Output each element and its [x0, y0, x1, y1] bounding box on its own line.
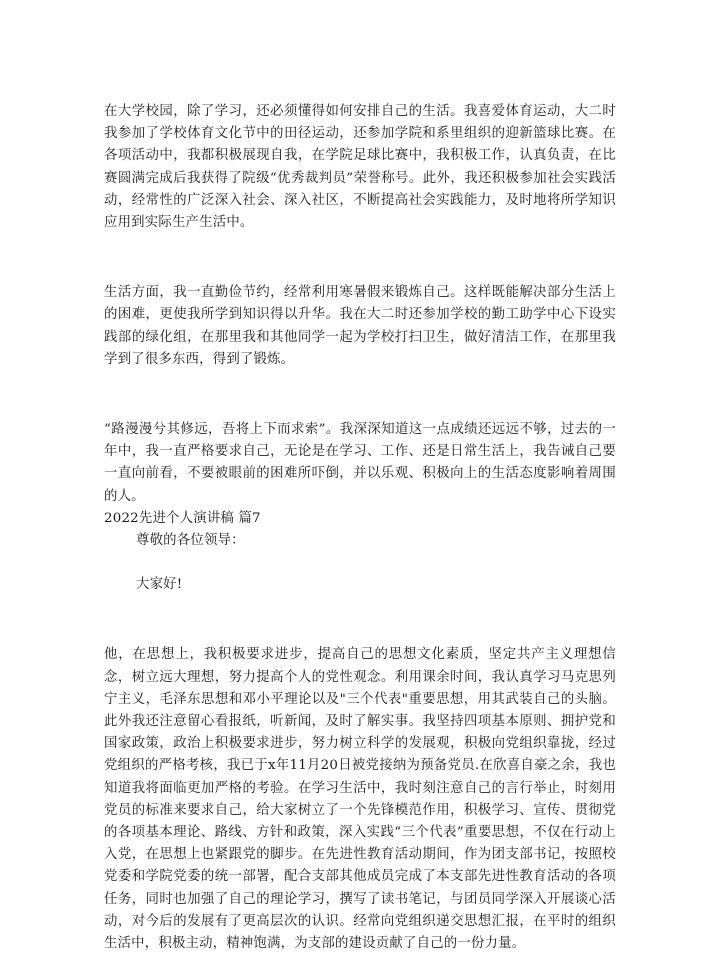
- paragraph-gap: [104, 552, 616, 574]
- salutation: 尊敬的各位领导：: [136, 533, 245, 549]
- paragraph-gap: [104, 596, 616, 644]
- paragraph-gap: [104, 371, 616, 419]
- paragraph-ideology: 他，在思想上，我积极要求进步，提高自己的思想文化素质，坚定共产主义理想信念，树立远大理想，努力提高个人的党性观念。利用课余时间，我认真学习马克思列宁主义，毛泽东思想和邓小平理论以及"三个代表"重要思想，用其武装自己的头脑。此外我还注意留心看报纸，听新闻，及时了解实事。我坚持四项基本原则、拥护党和国家政策，政治上积极要求进步，努力树立科学的发展观，积极向党组织靠拢，经过党组织的严格考核，我已于x年11月20日被党接纳为预备党员.在欣喜自豪之余，我也知道我将面临更加严格的考验。在学习生活中，我时刻注意自己的言行举止，时刻用党员的标准来要求自己，给大家树立了一个先锋模范作用，积极学习、宣传、贯彻党的各项基本理论、路线、方针和政策，深入实践“三个代表”重要思想，不仅在行动上入党，在思想上也紧跟党的脚步。在先进性教育活动期间，作为团支部书记，按照校党委和学院党委的统一部署，配合支部其他成员完成了本支部先进性教育活动的各项任务，同时也加强了自己的理论学习，撰写了读书笔记，与团员同学深入开展谈心活动，对今后的发展有了更高层次的认识。经常向党组织递交思想汇报，在平时的组织生活中，积极主动，精神饱满，为支部的建设贡献了自己的一份力量。: [104, 647, 616, 952]
- document-body: [104, 101, 616, 955]
- section-heading: 2022先进个人演讲稿 篇7: [104, 510, 261, 526]
- greeting: 大家好!: [136, 577, 183, 593]
- paragraph-gap: [104, 234, 616, 282]
- paragraph-sports-activities: 在大学校园，除了学习，还必须懂得如何安排自己的生活。我喜爱体育运动，大二时我参加了学校体育文化节中的田径运动，还参加学院和系里组织的迎新篮球比赛。在各项活动中，我都积极展现自我，在学院足球比赛中，我积极工作，认真负责，在比赛圆满完成后我获得了院级“优秀裁判员”荣誉称号。此外，我还积极参加社会实践活动，经常性的广泛深入社会、深入社区，不断提高社会实践能力，及时地将所学知识应用到实际生产生活中。: [104, 104, 616, 231]
- paragraph-quote-reflection: “路漫漫兮其修远，吾将上下而求索”。我深深知道这一点成绩还远远不够，过去的一年中，我一直严格要求自己，无论是在学习、工作、还是日常生活上，我告诫自己要一直向前看，不要被眼前的困难所吓倒，并以乐观、积极向上的生活态度影响着周围的人。: [104, 422, 616, 504]
- paragraph-daily-life: 生活方面，我一直勤俭节约，经常利用寒暑假来锻炼自己。这样既能解决部分生活上的困难，更使我所学到知识得以升华。我在大二时还参加学校的勤工助学中心下设实践部的绿化组，在那里我和其他同学一起为学校打扫卫生，做好清洁工作，在那里我学到了很多东西，得到了锻炼。: [104, 285, 616, 367]
